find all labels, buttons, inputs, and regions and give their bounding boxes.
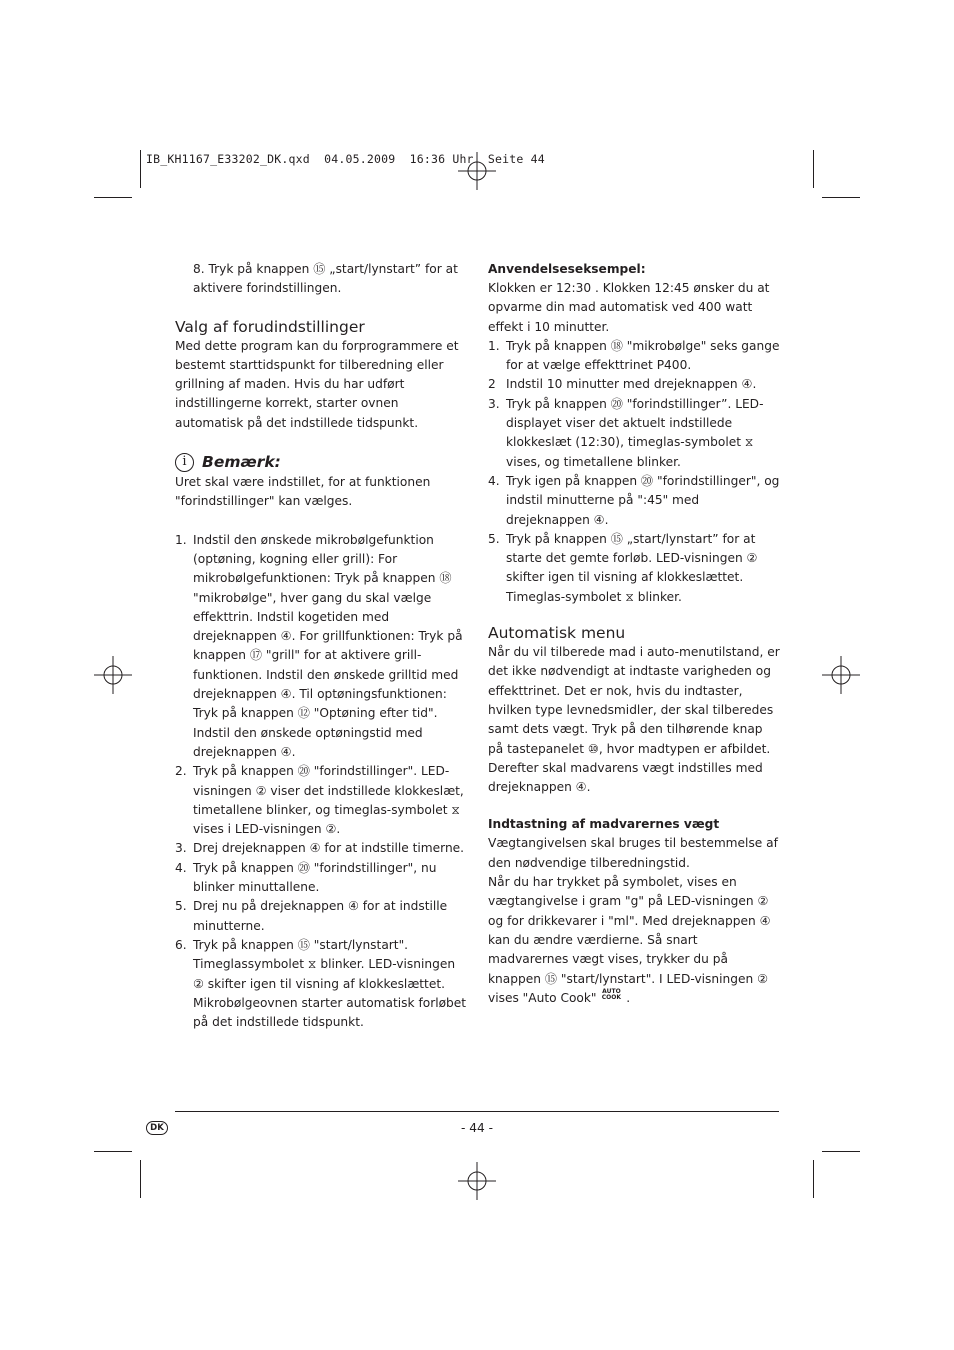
footer-rule bbox=[175, 1111, 779, 1112]
list-item-number: 5. bbox=[488, 531, 500, 546]
crop-mark bbox=[140, 150, 141, 188]
list-item-text: Tryk igen på knappen ⑳ "forindstillinger", og indstil minutterne på ":45" med drejeknappen ④. bbox=[506, 473, 780, 527]
list-item-text: Tryk på knappen ⑮ „start/lynstart” for at starte det gemte forløb. LED-visningen ② skifter igen til visning af klokkeslættet. Timeglas-symbolet ⧖ blinker. bbox=[506, 531, 758, 604]
list-item-number: 2 bbox=[488, 377, 496, 392]
list-item-number: 2. bbox=[175, 764, 187, 779]
print-slug: IB_KH1167_E33202_DK.qxd 04.05.2009 16:36 Uhr Seite 44 bbox=[146, 152, 545, 166]
crop-mark bbox=[822, 197, 860, 198]
registration-mark-top bbox=[458, 152, 496, 190]
note-title: Bemærk: bbox=[202, 453, 281, 472]
section-heading-auto-menu: Automatisk menu bbox=[488, 624, 626, 643]
list-item-text: Tryk på knappen ⑳ "forindstillinger", nu blinker minuttallene. bbox=[193, 860, 437, 895]
list-item-text: Drej nu på drejeknappen ④ for at indstille minutterne. bbox=[193, 899, 448, 933]
list-item-number: 1. bbox=[175, 532, 187, 547]
left-column bbox=[175, 260, 467, 1032]
language-badge: DK bbox=[146, 1121, 168, 1135]
example-intro: Klokken er 12:30 . Klokken 12:45 ønsker du at opvarme din mad automatisk ved 400 watt effekt i 10 minutter. bbox=[488, 281, 770, 334]
registration-mark-right bbox=[822, 656, 860, 694]
weight-text-1: Vægtangivelsen skal bruges til bestemmelse af den nødvendige tilberedningstid. bbox=[488, 836, 778, 870]
list-item bbox=[488, 530, 780, 607]
crop-mark bbox=[822, 1151, 860, 1152]
list-item-text: Tryk på knappen ⑳ "forindstillinger”. LED-displayet viser det aktuelt indstillede klokkeslæt (12:30), timeglas-symbolet ⧖ vises, og timetallene blinker. bbox=[506, 396, 764, 469]
list-item-text: Tryk på knappen ⑮ "start/lynstart". Timeglassymbolet ⧖ blinker. LED-visningen ② skifter igen til visning af klokkeslættet. Mikrobølgeovnen starter automatisk forløbet på det indstillede tidspunkt. bbox=[193, 937, 467, 1030]
list-item bbox=[175, 936, 467, 1032]
auto-cook-icon: AUTO COOK bbox=[601, 987, 622, 1001]
auto-menu-text: Når du vil tilberede mad i auto-menutilstand, er det ikke nødvendigt at indtaste varigheden og effekttrinet. Det er nok, hvis du indtaster, hvilken type levnedsmidler, der skal tilberedes samt dets vægt. Tryk på den tilhørende knap på tastepanelet ⑩, hvor madtypen er afbildet. Derefter skal madvarens vægt indstilles med drejeknappen ④. bbox=[488, 645, 780, 795]
step-8-text: 8. Tryk på knappen ⑮ „start/lynstart” for at aktivere forindstillingen. bbox=[193, 262, 458, 296]
registration-mark-left bbox=[94, 656, 132, 694]
list-item bbox=[488, 337, 780, 376]
list-item bbox=[488, 472, 780, 530]
crop-mark bbox=[813, 1160, 814, 1198]
list-item-number: 4. bbox=[488, 473, 500, 488]
list-item bbox=[175, 897, 467, 936]
crop-mark bbox=[140, 1160, 141, 1198]
step-list bbox=[175, 531, 467, 1033]
section-intro: Med dette program kan du forprogrammere et bestemt starttidspunkt for tilberedning eller grillning af maden. Hvis du har udført indstillingerne korrekt, starter ovnen automatisk på det indstillede tidspunkt. bbox=[175, 338, 459, 430]
list-item bbox=[175, 839, 467, 858]
list-item bbox=[175, 859, 467, 898]
list-item-number: 5. bbox=[175, 899, 187, 914]
weight-text-2: Når du har trykket på symbolet, vises en vægtangivelse i gram "g" på LED-visningen ② og for drikkevarer i "ml". Med drejeknappen ④ kan du ændre værdierne. Så snart madvarernes vægt vises, trykker du på knappen ⑮ "start/lynstart". I LED-visningen ② vises "Auto Cook" AUTO COOK . bbox=[488, 875, 771, 1005]
list-item bbox=[175, 531, 467, 763]
list-item bbox=[488, 395, 780, 472]
list-item-number: 3. bbox=[488, 396, 500, 411]
list-item-number: 3. bbox=[175, 841, 187, 856]
list-item-text: Tryk på knappen ⑱ "mikrobølge" seks gange for at vælge effekttrinet P400. bbox=[506, 338, 780, 373]
section-heading-presets: Valg af forudindstillinger bbox=[175, 317, 365, 336]
note-heading bbox=[175, 451, 467, 473]
note-text: Uret skal være indstillet, for at funktionen "forindstillinger" kan vælges. bbox=[175, 475, 431, 509]
registration-mark-bottom bbox=[458, 1162, 496, 1200]
list-item-text: Drej drejeknappen ④ for at indstille timerne. bbox=[193, 841, 465, 856]
list-item-number: 6. bbox=[175, 937, 187, 952]
crop-mark bbox=[94, 197, 132, 198]
example-step-list bbox=[488, 337, 780, 607]
list-item-text: Indstil den ønskede mikrobølgefunktion (optøning, kogning eller grill): For mikrobølgefunktionen: Tryk på knappen ⑱ "mikrobølge", hver gang du skal vælge effekttrin. Indstil kogetiden med drejeknappen ④. For grillfunktionen: Tryk på knappen ⑰ "grill" for at aktivere grill-funktionen. Indstil den ønskede grilltid med drejeknappen ④. Til optøningsfunktionen: Tryk på knappen ⑫ "Optøning efter tid". Indstil den ønskede optøningstid med drejeknappen ④. bbox=[193, 532, 463, 759]
page-number: - 44 - bbox=[460, 1121, 494, 1135]
list-item-text: Indstil 10 minutter med drejeknappen ④. bbox=[506, 377, 757, 392]
info-icon: i bbox=[175, 453, 194, 472]
weight-heading: Indtastning af madvarernes vægt bbox=[488, 817, 720, 832]
example-heading: Anvendelseseksempel: bbox=[488, 262, 646, 276]
list-item bbox=[175, 762, 467, 839]
list-item-number: 4. bbox=[175, 860, 187, 875]
list-item-number: 1. bbox=[488, 338, 500, 353]
crop-mark bbox=[94, 1151, 132, 1152]
list-item-text: Tryk på knappen ⑳ "forindstillinger". LED-visningen ② viser det indstillede klokkeslæt, timetallene blinker, og timeglas-symbolet ⧖ vises i LED-visningen ②. bbox=[193, 764, 464, 837]
step-8 bbox=[175, 260, 467, 299]
crop-mark bbox=[813, 150, 814, 188]
list-item bbox=[488, 375, 780, 394]
right-column bbox=[488, 260, 780, 1008]
weight-text-2-body: Når du har trykket på symbolet, vises en vægtangivelse i gram "g" på LED-visningen ② og for drikkevarer i "ml". Med drejeknappen ④ kan du ændre værdierne. Så snart madvarernes vægt vises, trykker du på knappen ⑮ "start/lynstart". I LED-visningen ② vises "Auto Cook" bbox=[488, 875, 771, 1005]
